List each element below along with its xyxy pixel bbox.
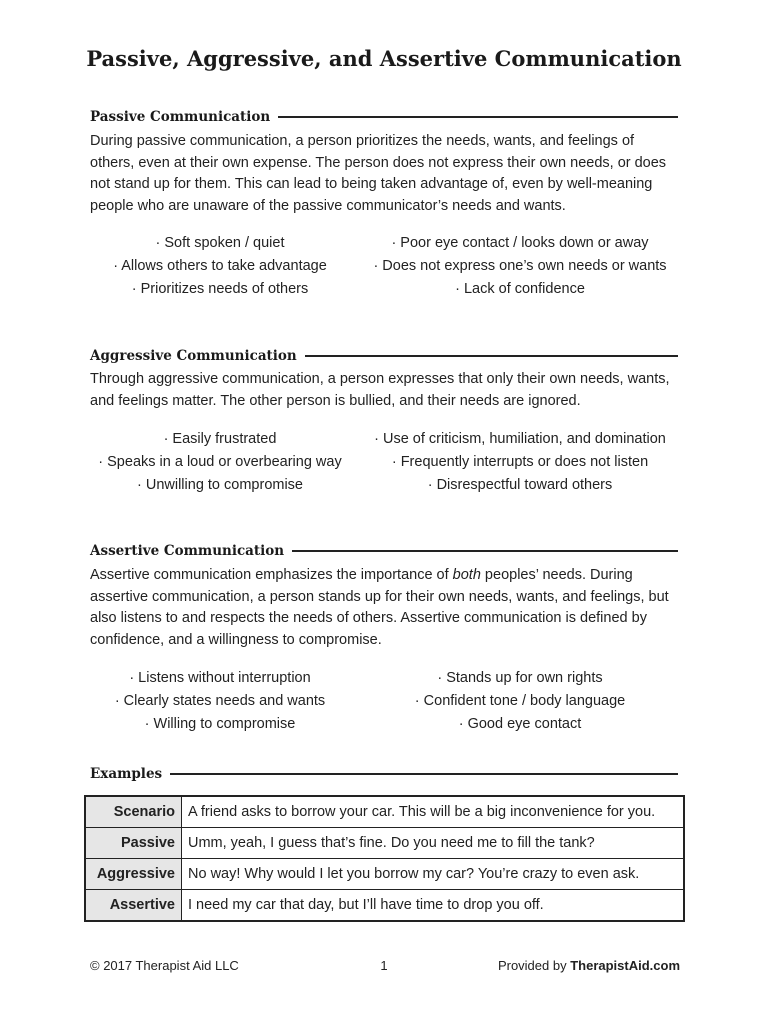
passive-bullets bbox=[90, 232, 690, 304]
bullet-item: · Confident tone / body language bbox=[414, 693, 626, 709]
examples-heading-label: Examples bbox=[90, 766, 163, 782]
passive-bullets-right bbox=[370, 232, 670, 301]
assertive-bullets-right bbox=[370, 667, 670, 736]
bullet-item: · Poor eye contact / looks down or away bbox=[391, 235, 649, 251]
examples-table bbox=[84, 795, 685, 922]
provided-by bbox=[498, 958, 680, 973]
bullet-item: · Speaks in a loud or overbearing way bbox=[98, 454, 342, 470]
examples-section-heading bbox=[90, 764, 678, 784]
bullet-item: · Frequently interrupts or does not listen bbox=[391, 454, 649, 470]
table-row bbox=[85, 890, 684, 922]
page-number: 1 bbox=[380, 958, 388, 973]
aggressive-section-heading bbox=[90, 346, 678, 366]
row-text: No way! Why would I let you borrow my car? You’re crazy to even ask. bbox=[182, 859, 685, 890]
bullet-item: · Does not express one’s own needs or wants bbox=[373, 258, 667, 274]
passive-heading-label: Passive Communication bbox=[90, 109, 271, 125]
bullet-item: · Good eye contact bbox=[458, 716, 582, 732]
bullet-item: · Lack of confidence bbox=[455, 281, 585, 297]
aggressive-heading-label: Aggressive Communication bbox=[90, 348, 297, 364]
row-label: Passive bbox=[85, 828, 182, 859]
passive-section-heading bbox=[90, 107, 678, 127]
bullet-item: · Listens without interruption bbox=[129, 670, 311, 686]
aggressive-bullets bbox=[90, 428, 690, 500]
row-text: I need my car that day, but I’ll have time to drop you off. bbox=[182, 890, 685, 922]
row-text: A friend asks to borrow your car. This will be a big inconvenience for you. bbox=[182, 796, 685, 828]
assertive-paragraph bbox=[90, 565, 680, 651]
aggressive-heading-rule bbox=[305, 355, 678, 357]
assertive-section-heading bbox=[90, 541, 678, 561]
bullet-item: · Prioritizes needs of others bbox=[131, 281, 309, 297]
aggressive-bullets-left bbox=[70, 428, 370, 497]
bullet-item: · Disrespectful toward others bbox=[427, 477, 613, 493]
bullet-item: · Easily frustrated bbox=[163, 431, 277, 447]
brand-link[interactable]: TherapistAid.com bbox=[570, 958, 680, 973]
bullet-item: · Unwilling to compromise bbox=[137, 477, 303, 493]
assertive-bullets-left bbox=[70, 667, 370, 736]
provided-by-label: Provided by bbox=[497, 958, 571, 973]
bullet-item: · Clearly states needs and wants bbox=[114, 693, 326, 709]
row-label: Assertive bbox=[85, 890, 182, 922]
page-title: Passive, Aggressive, and Assertive Communication bbox=[86, 46, 682, 71]
bullet-item: · Stands up for own rights bbox=[437, 670, 603, 686]
passive-bullets-left bbox=[70, 232, 370, 301]
row-label: Aggressive bbox=[85, 859, 182, 890]
passive-heading-rule bbox=[278, 116, 678, 118]
passive-paragraph: During passive communication, a person prioritizes the needs, wants, and feelings of others, even at their own expense. The person does not express their own needs, or does not stand up for them. This can lead to being taken advantage of, even by well-meaning people who are unaware of the passive communicator’s needs and wants. bbox=[90, 133, 667, 214]
table-row bbox=[85, 796, 684, 828]
assertive-para-emphasis: both bbox=[452, 567, 481, 583]
bullet-item: · Allows others to take advantage bbox=[113, 258, 327, 274]
table-row bbox=[85, 859, 684, 890]
aggressive-bullets-right bbox=[370, 428, 670, 497]
copyright: © 2017 Therapist Aid LLC bbox=[90, 958, 239, 973]
bullet-item: · Use of criticism, humiliation, and domination bbox=[374, 431, 666, 447]
assertive-heading-label: Assertive Communication bbox=[90, 543, 285, 559]
bullet-item: · Soft spoken / quiet bbox=[155, 235, 285, 251]
assertive-heading-rule bbox=[292, 550, 678, 552]
row-text: Umm, yeah, I guess that’s fine. Do you need me to fill the tank? bbox=[182, 828, 685, 859]
assertive-para-before: Assertive communication emphasizes the importance of bbox=[90, 567, 453, 583]
assertive-para-after: peoples’ needs. During assertive communication, a person stands up for their own needs, wants, and feelings, but also listens to and respects the needs of others. Assertive communication is defined by confidence, and a willingness to compromise. bbox=[90, 567, 669, 648]
aggressive-paragraph: Through aggressive communication, a person expresses that only their own needs, wants, and feelings matter. The other person is bullied, and their needs are ignored. bbox=[90, 371, 670, 409]
examples-heading-rule bbox=[170, 773, 678, 775]
page-footer bbox=[90, 958, 680, 978]
bullet-item: · Willing to compromise bbox=[144, 716, 296, 732]
table-row bbox=[85, 828, 684, 859]
row-label: Scenario bbox=[85, 796, 182, 828]
assertive-bullets bbox=[90, 667, 690, 739]
